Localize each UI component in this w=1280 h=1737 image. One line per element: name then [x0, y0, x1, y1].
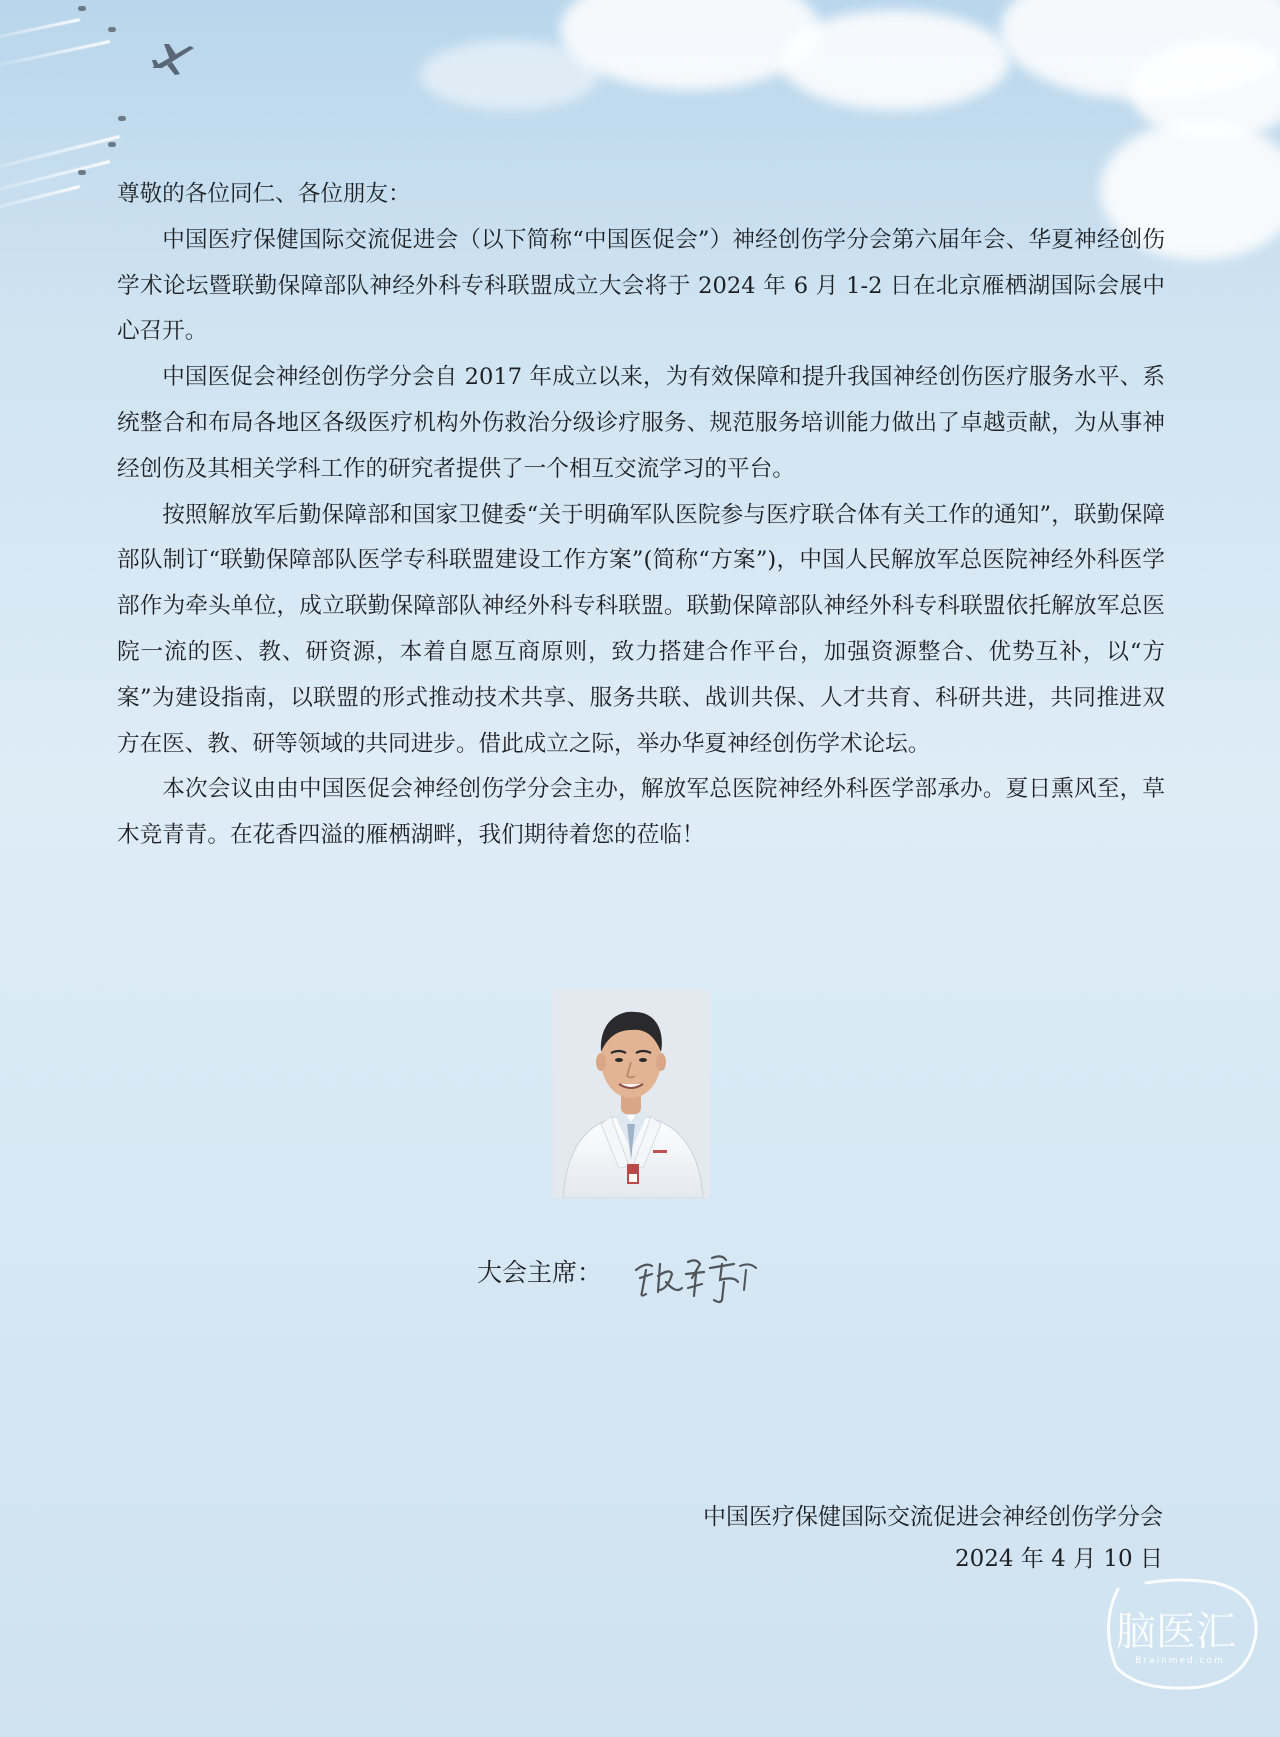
- paragraph-4: 本次会议由由中国医促会神经创伤学分会主办，解放军总医院神经外科医学部承办。夏日熏风至，草木竞青青。在花香四溢的雁栖湖畔，我们期待着您的莅临！: [117, 776, 1165, 849]
- paragraph-1: 中国医疗保健国际交流促进会（以下简称“中国医促会”）神经创伤学分会第六届年会、华夏神经创伤学术论坛暨联勤保障部队神经外科专科联盟成立大会将于 2024 年 6 月 1-2 日在北京雁栖湖国际会展中心召开。: [117, 226, 1165, 345]
- jet-icon: [108, 142, 116, 147]
- watermark-site: Brainmed.com: [1135, 1656, 1225, 1666]
- jet-trail: [0, 185, 80, 217]
- jet-icon: [78, 6, 86, 11]
- cloud: [420, 40, 600, 110]
- chairman-label: 大会主席：: [477, 1258, 603, 1287]
- chairman-signature: [630, 1248, 780, 1306]
- jet-icon: [108, 27, 116, 32]
- issuer-organization: 中国医疗保健国际交流促进会神经创伤学分会: [703, 1504, 1163, 1530]
- cloud: [1130, 40, 1280, 140]
- jet-icon: [118, 116, 126, 121]
- letter-body: [117, 172, 1165, 859]
- jet-trail: [0, 135, 120, 177]
- paragraph-3: 按照解放军后勤保障部和国家卫健委“关于明确军队医院参与医疗联合体有关工作的通知”，联勤保障部队制订“联勤保障部队医学专科联盟建设工作方案”(简称“方案”)，中国人民解放军总医院神经外科医学部作为牵头单位，成立联勤保障部队神经外科专科联盟。联勤保障部队神经外科专科联盟依托解放军总医院一流的医、教、研资源，本着自愿互商原则，致力搭建合作平台，加强资源整合、优势互补，以“方案”为建设指南，以联盟的形式推动技术共享、服务共联、战训共保、人才共育、科研共进，共同推进双方在医、教、研等领域的共同进步。借此成立之际，举办华夏神经创伤学术论坛。: [117, 501, 1165, 757]
- brainmed-watermark-logo: [1080, 1575, 1270, 1695]
- issue-date: 2024 年 4 月 10 日: [955, 1546, 1163, 1572]
- jet-trail: [0, 18, 80, 44]
- cloud: [780, 10, 1010, 110]
- chairman-portrait-photo: [553, 990, 710, 1198]
- salutation: 尊敬的各位同仁、各位朋友：: [117, 181, 411, 207]
- issuer-block: [703, 1496, 1163, 1580]
- jet-trail: [0, 40, 110, 70]
- airplane-icon: [150, 38, 196, 78]
- paragraph-2: 中国医促会神经创伤学分会自 2017 年成立以来，为有效保障和提升我国神经创伤医疗服务水平、系统整合和布局各地区各级医疗机构外伤救治分级诊疗服务、规范服务培训能力做出了卓越贡献，为从事神经创伤及其相关学科工作的研究者提供了一个相互交流学习的平台。: [117, 364, 1165, 482]
- watermark-brand: 脑医汇: [1116, 1609, 1236, 1655]
- jet-icon: [78, 170, 86, 175]
